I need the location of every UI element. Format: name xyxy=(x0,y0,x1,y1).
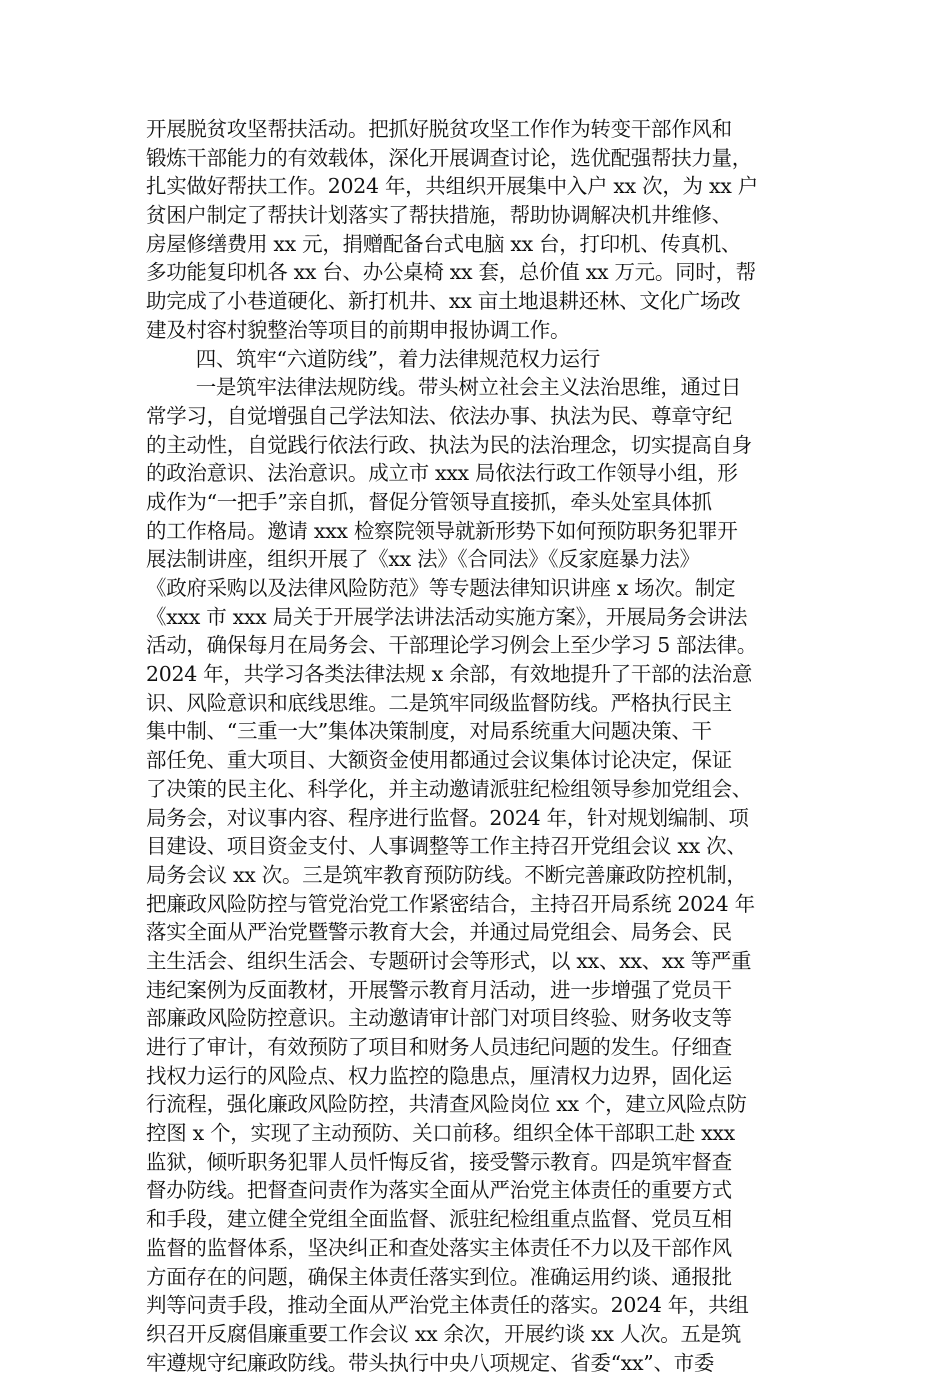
text-line: 常学习，自觉增强自己学法知法、依法办事、执法为民、尊章守纪 xyxy=(146,403,732,428)
text-line: 牢遵规守纪廉政防线。带头执行中央八项规定、省委“xx”、市委 xyxy=(146,1350,715,1375)
text-line: 找权力运行的风险点、权力监控的隐患点，厘清权力边界，固化运 xyxy=(146,1063,732,1088)
text-line: 部廉政风险防控意识。主动邀请审计部门对项目终验、财务收支等 xyxy=(146,1006,732,1031)
text-line: 的工作格局。邀请 xxx 检察院领导就新形势下如何预防职务犯罪开 xyxy=(146,518,738,543)
text-line: 行流程，强化廉政风险防控，共清查风险岗位 xx 个，建立风险点防 xyxy=(146,1092,747,1117)
text-line: 局务会议 xx 次。三是筑牢教育预防防线。不断完善廉政防控机制， xyxy=(146,862,747,887)
text-line: 扎实做好帮扶工作。2024 年，共组织开展集中入户 xx 次，为 xx 户 xyxy=(146,174,758,199)
text-line: 方面存在的问题，确保主体责任落实到位。准确运用约谈、通报批 xyxy=(146,1264,732,1289)
text-line: 成作为“一把手”亲自抓，督促分管领导直接抓，牵头处室具体抓 xyxy=(146,489,712,514)
document-page xyxy=(146,115,826,1377)
text-line: 一是筑牢法律法规防线。带头树立社会主义法治思维，通过日 xyxy=(146,375,742,400)
text-line: 建及村容村貌整治等项目的前期申报协调工作。 xyxy=(146,317,571,342)
text-line: 的政治意识、法治意识。成立市 xxx 局依法行政工作领导小组，形 xyxy=(146,461,738,486)
text-line: 2024 年，共学习各类法律法规 x 余部，有效地提升了干部的法治意 xyxy=(146,662,753,687)
text-line: 违纪案例为反面教材，开展警示教育月活动，进一步增强了党员干 xyxy=(146,977,732,1002)
text-line: 织召开反腐倡廉重要工作会议 xx 余次，开展约谈 xx 人次。五是筑 xyxy=(146,1321,742,1346)
text-line: 部任免、重大项目、大额资金使用都通过会议集体讨论决定，保证 xyxy=(146,748,732,773)
text-line: 的主动性，自觉践行依法行政、执法为民的法治理念，切实提高自身 xyxy=(146,432,752,457)
text-line: 判等问责手段，推动全面从严治党主体责任的落实。2024 年，共组 xyxy=(146,1293,749,1318)
text-line: 监督的监督体系，坚决纠正和查处落实主体责任不力以及干部作风 xyxy=(146,1235,732,1260)
text-line: 控图 x 个，实现了主动预防、关口前移。组织全体干部职工赴 xxx xyxy=(146,1121,735,1146)
text-line: 多功能复印机各 xx 台、办公桌椅 xx 套，总价值 xx 万元。同时，帮 xyxy=(146,260,756,285)
text-line: 主生活会、组织生活会、专题研讨会等形式，以 xx、xx、xx 等严重 xyxy=(146,948,752,973)
text-line: 贫困户制定了帮扶计划落实了帮扶措施，帮助协调解决机井维修、 xyxy=(146,203,732,228)
text-line: 展法制讲座，组织开展了《xx 法》《合同法》《反家庭暴力法》 xyxy=(146,547,700,572)
text-line: 识、风险意识和底线思维。二是筑牢同级监督防线。严格执行民主 xyxy=(146,690,732,715)
text-line: 了决策的民主化、科学化，并主动邀请派驻纪检组领导参加党组会、 xyxy=(146,776,752,801)
section-heading: 四、筑牢“六道防线”，着力法律规范权力运行 xyxy=(146,346,600,371)
text-line: 《政府采购以及法律风险防范》等专题法律知识讲座 x 场次。制定 xyxy=(146,576,736,600)
text-line: 和手段，建立健全党组全面监督、派驻纪检组重点监督、党员互相 xyxy=(146,1207,732,1232)
text-line: 督办防线。把督查问责作为落实全面从严治党主体责任的重要方式 xyxy=(146,1178,732,1203)
text-line: 助完成了小巷道硬化、新打机井、xx 亩土地退耕还林、文化广场改 xyxy=(146,289,741,314)
text-line: 《xxx 市 xxx 局关于开展学法讲法活动实施方案》，开展局务会讲法 xyxy=(146,604,748,629)
text-line: 锻炼干部能力的有效载体，深化开展调查讨论，选优配强帮扶力量， xyxy=(146,145,752,170)
text-line: 进行了审计，有效预防了项目和财务人员违纪问题的发生。仔细查 xyxy=(146,1035,732,1059)
text-line: 目建设、项目资金支付、人事调整等工作主持召开党组会议 xx 次、 xyxy=(146,834,747,859)
text-line: 把廉政风险防控与管党治党工作紧密结合，主持召开局系统 2024 年 xyxy=(146,891,755,916)
text-line: 集中制、“三重一大”集体决策制度，对局系统重大问题决策、干 xyxy=(146,719,712,744)
text-line: 开展脱贫攻坚帮扶活动。把抓好脱贫攻坚工作作为转变干部作风和 xyxy=(146,117,732,141)
text-line: 局务会，对议事内容、程序进行监督。2024 年，针对规划编制、项 xyxy=(146,805,749,830)
text-line: 监狱，倾听职务犯罪人员忏悔反省，接受警示教育。四是筑牢督查 xyxy=(146,1149,732,1174)
text-line: 房屋修缮费用 xx 元，捐赠配备台式电脑 xx 台，打印机、传真机、 xyxy=(146,231,742,256)
text-line: 活动，确保每月在局务会、干部理论学习例会上至少学习 5 部法律。 xyxy=(146,633,757,658)
text-line: 落实全面从严治党暨警示教育大会，并通过局党组会、局务会、民 xyxy=(146,920,732,945)
